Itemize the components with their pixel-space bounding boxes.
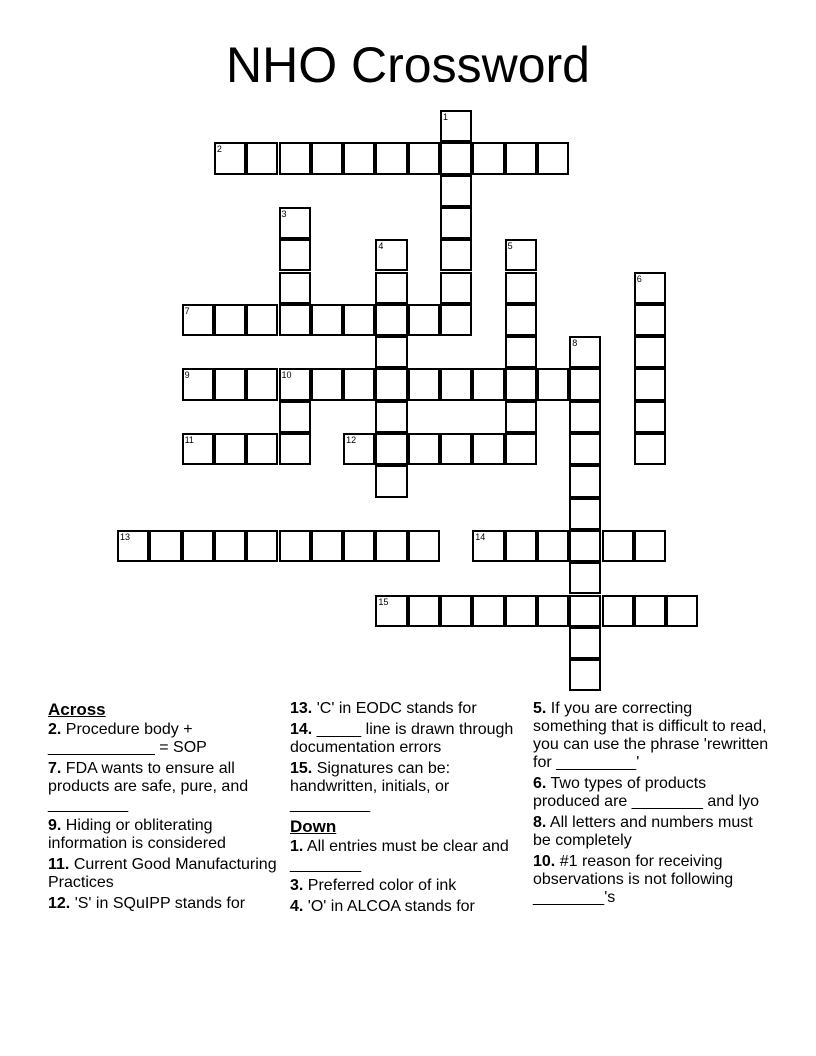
grid-cell[interactable] xyxy=(279,530,311,562)
grid-cell[interactable] xyxy=(182,433,214,465)
grid-cell[interactable] xyxy=(343,304,375,336)
grid-cell[interactable] xyxy=(408,433,440,465)
clue-down-10: 10. #1 reason for receiving observations is not following ________'s xyxy=(533,853,734,906)
grid-cell[interactable] xyxy=(279,401,311,433)
grid-cell[interactable] xyxy=(505,336,537,368)
clue-number: 14 xyxy=(475,531,486,542)
grid-cell[interactable] xyxy=(537,142,569,174)
grid-cell[interactable] xyxy=(634,595,666,627)
grid-cell[interactable] xyxy=(182,304,214,336)
grid-cell[interactable] xyxy=(505,142,537,174)
grid-cell[interactable] xyxy=(569,336,601,368)
page-title: NHO Crossword xyxy=(226,37,590,93)
clue-down-1: 1. All entries must be clear and ________ xyxy=(290,838,509,873)
grid-cell[interactable] xyxy=(311,304,343,336)
clue-number: 11 xyxy=(184,435,194,445)
grid-cell[interactable] xyxy=(634,336,666,368)
grid-cell[interactable] xyxy=(569,595,601,627)
clue-across-12: 12. 'S' in SQuIPP stands for xyxy=(48,895,246,912)
grid-cell[interactable] xyxy=(214,433,246,465)
grid-cell[interactable] xyxy=(246,142,278,174)
clue-number: 13 xyxy=(120,531,131,542)
clue-across-7: 7. FDA wants to ensure all products are safe, pure, and _________ xyxy=(48,760,249,813)
grid-cell[interactable] xyxy=(182,368,214,400)
grid-cell[interactable] xyxy=(375,595,407,627)
clue-number: 8 xyxy=(572,338,578,349)
grid-cell[interactable] xyxy=(569,659,601,691)
clue-number: 10 xyxy=(281,370,292,381)
clue-across-11: 11. Current Good Manufacturing Practices xyxy=(48,856,277,891)
clue-across-9: 9. Hiding or obliterating information is considered xyxy=(48,817,226,852)
clue-number: 5 xyxy=(507,241,513,252)
grid-cell[interactable] xyxy=(505,433,537,465)
clue-number: 12 xyxy=(346,435,357,445)
clues-column-2 xyxy=(290,700,526,919)
grid-cell[interactable] xyxy=(440,595,472,627)
grid-cell[interactable] xyxy=(602,595,634,627)
grid-cell[interactable] xyxy=(634,433,666,465)
grid-cell[interactable] xyxy=(375,142,407,174)
grid-cell[interactable] xyxy=(634,272,666,304)
grid-cell[interactable] xyxy=(214,530,246,562)
grid-cell[interactable] xyxy=(634,368,666,400)
grid-cell[interactable] xyxy=(375,368,407,400)
clues-column-3 xyxy=(533,700,769,910)
grid-cell[interactable] xyxy=(279,368,311,400)
grid-cell[interactable] xyxy=(343,142,375,174)
grid-cell[interactable] xyxy=(537,530,569,562)
clue-down-3: 3. Preferred color of ink xyxy=(290,877,457,894)
grid-cell[interactable] xyxy=(472,368,504,400)
grid-cell[interactable] xyxy=(246,368,278,400)
grid-cell[interactable] xyxy=(569,498,601,530)
clue-down-8: 8. All letters and numbers must be completely xyxy=(533,814,753,849)
grid-cell[interactable] xyxy=(440,110,472,142)
grid-cell[interactable] xyxy=(537,368,569,400)
across-heading: Across xyxy=(48,700,106,719)
grid-cell[interactable] xyxy=(602,530,634,562)
grid-cell[interactable] xyxy=(408,368,440,400)
grid-cell[interactable] xyxy=(279,207,311,239)
grid-cell[interactable] xyxy=(311,368,343,400)
grid-cell[interactable] xyxy=(440,368,472,400)
clue-number: 2 xyxy=(216,144,222,155)
grid-cell[interactable] xyxy=(279,239,311,271)
grid-cell[interactable] xyxy=(246,304,278,336)
grid-cell[interactable] xyxy=(505,595,537,627)
grid-cell[interactable] xyxy=(375,401,407,433)
clue-number: 15 xyxy=(378,596,389,607)
clue-number: 6 xyxy=(636,273,642,284)
grid-cell[interactable] xyxy=(279,142,311,174)
grid-cell[interactable] xyxy=(149,530,181,562)
grid-cell[interactable] xyxy=(279,304,311,336)
grid-cell[interactable] xyxy=(311,530,343,562)
grid-cell[interactable] xyxy=(375,530,407,562)
grid-cell[interactable] xyxy=(246,433,278,465)
grid-cell[interactable] xyxy=(375,465,407,497)
grid-cell[interactable] xyxy=(440,239,472,271)
down-heading: Down xyxy=(290,817,337,836)
grid-cell[interactable] xyxy=(214,368,246,400)
clue-down-5: 5. If you are correcting something that is difficult to read, you can use the phrase 'rewritten for _________' xyxy=(533,700,769,771)
grid-cell[interactable] xyxy=(408,595,440,627)
grid-cell[interactable] xyxy=(569,433,601,465)
grid-cell[interactable] xyxy=(408,530,440,562)
grid-cell[interactable] xyxy=(343,368,375,400)
grid-cell[interactable] xyxy=(311,142,343,174)
grid-cell[interactable] xyxy=(440,142,472,174)
grid-cell[interactable] xyxy=(505,401,537,433)
clue-number: 4 xyxy=(378,241,384,252)
grid-cell[interactable] xyxy=(666,595,698,627)
grid-cell[interactable] xyxy=(279,433,311,465)
grid-cell[interactable] xyxy=(569,465,601,497)
grid-cell[interactable] xyxy=(537,595,569,627)
grid-cell[interactable] xyxy=(117,530,149,562)
grid-cell[interactable] xyxy=(634,401,666,433)
grid-cell[interactable] xyxy=(569,401,601,433)
grid-cell[interactable] xyxy=(440,304,472,336)
grid-cell[interactable] xyxy=(472,530,504,562)
clue-across-13: 13. 'C' in EODC stands for xyxy=(290,700,477,717)
clue-number: 1 xyxy=(443,112,449,122)
grid-cell[interactable] xyxy=(634,530,666,562)
grid-cell[interactable] xyxy=(569,368,601,400)
grid-cell[interactable] xyxy=(472,142,504,174)
clue-down-6: 6. Two types of products produced are ________ and lyo xyxy=(533,775,759,810)
grid-cell[interactable] xyxy=(505,304,537,336)
grid-cell[interactable] xyxy=(343,530,375,562)
grid-cell[interactable] xyxy=(569,530,601,562)
grid-cell[interactable] xyxy=(569,627,601,659)
grid-cell[interactable] xyxy=(440,207,472,239)
grid-cell[interactable] xyxy=(375,272,407,304)
grid-cell[interactable] xyxy=(440,272,472,304)
grid-cell[interactable] xyxy=(375,239,407,271)
grid-cell[interactable] xyxy=(375,304,407,336)
grid-cell[interactable] xyxy=(408,142,440,174)
clues-column-1 xyxy=(48,700,284,916)
clue-across-2: 2. Procedure body + ____________ = SOP xyxy=(48,721,207,756)
grid-cell[interactable] xyxy=(375,433,407,465)
grid-cell[interactable] xyxy=(505,530,537,562)
grid-cell[interactable] xyxy=(408,304,440,336)
grid-cell[interactable] xyxy=(375,336,407,368)
grid-cell[interactable] xyxy=(214,142,246,174)
clue-across-14: 14. _____ line is drawn through documentation errors xyxy=(290,721,514,756)
grid-cell[interactable] xyxy=(505,368,537,400)
grid-cell[interactable] xyxy=(634,304,666,336)
grid-cell[interactable] xyxy=(440,433,472,465)
grid-cell[interactable] xyxy=(472,595,504,627)
clue-down-4: 4. 'O' in ALCOA stands for xyxy=(290,898,475,915)
grid-cell[interactable] xyxy=(472,433,504,465)
clue-number: 9 xyxy=(184,370,190,381)
clue-number: 7 xyxy=(184,305,190,316)
grid-cell[interactable] xyxy=(214,304,246,336)
grid-cell[interactable] xyxy=(569,562,601,594)
grid-cell[interactable] xyxy=(246,530,278,562)
grid-cell[interactable] xyxy=(505,272,537,304)
grid-cell[interactable] xyxy=(343,433,375,465)
grid-cell[interactable] xyxy=(505,239,537,271)
grid-cell[interactable] xyxy=(440,175,472,207)
grid-cell[interactable] xyxy=(279,272,311,304)
clue-across-15: 15. Signatures can be: handwritten, initials, or _________ xyxy=(290,760,451,813)
clue-number: 3 xyxy=(281,208,287,219)
grid-cell[interactable] xyxy=(182,530,214,562)
